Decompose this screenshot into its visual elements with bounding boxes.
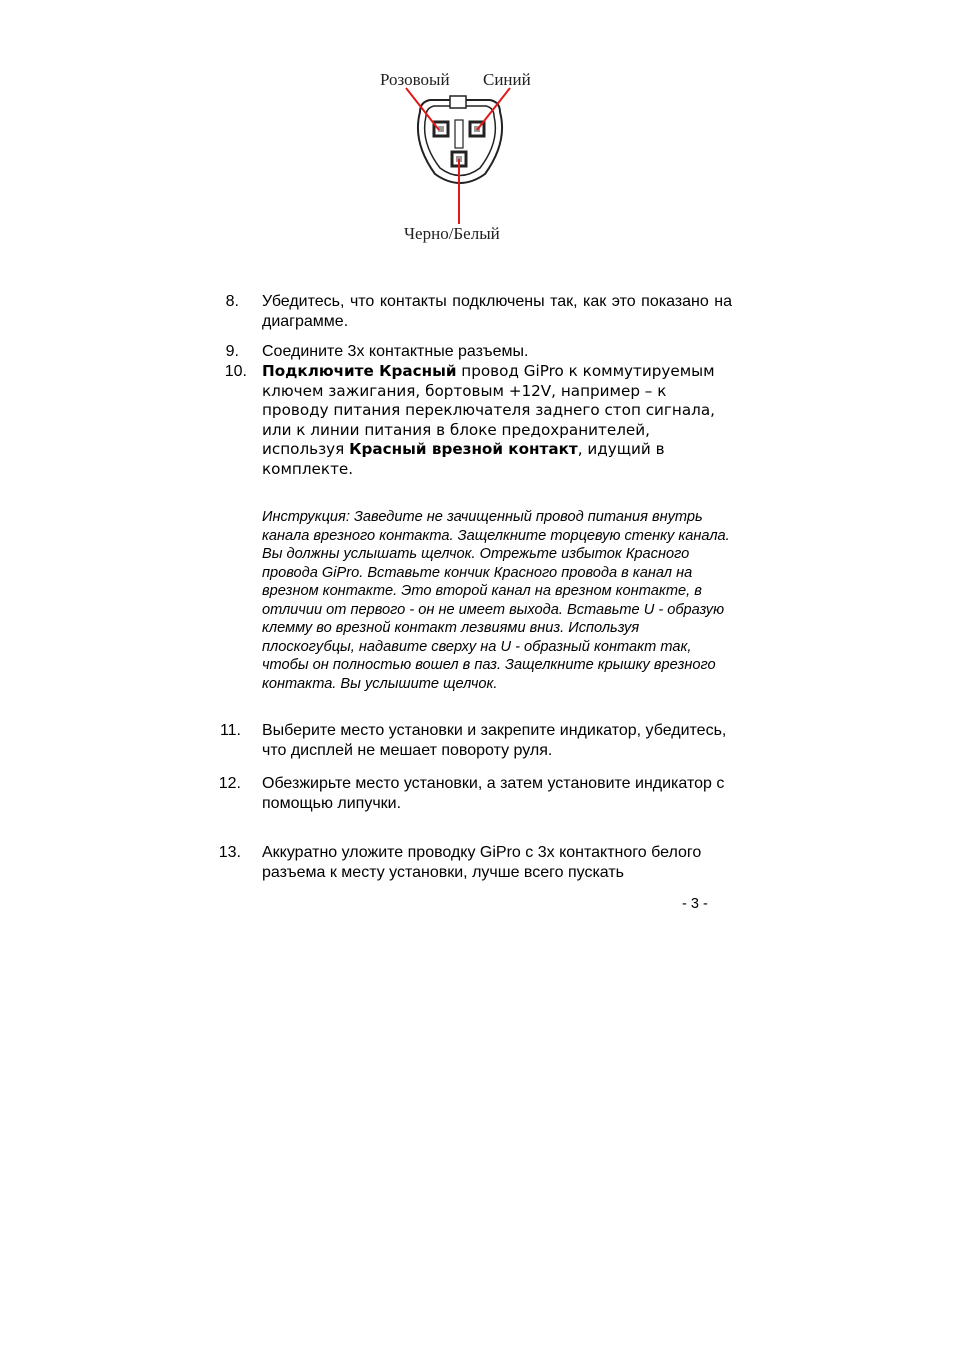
label-blue: Синий	[483, 70, 531, 89]
step-number: 11.	[219, 722, 241, 739]
page-number: - 3 -	[682, 896, 708, 912]
step-text-part2: , идущий в комплекте.	[262, 440, 665, 478]
step-number: 13.	[218, 844, 241, 861]
step-text-part1: провод GiPro к коммутируемым ключем зажигания, бортовым +12V, например – к проводу питания переключателя заднего стоп сигнала, или к линии питания в блоке предохранителей, используя	[262, 362, 715, 458]
bold-connect-red: Подключите Красный	[262, 362, 457, 380]
step-text: Убедитесь, что контакты подключены так, как это показано на диаграмме.	[262, 293, 732, 330]
instruction-note: Инструкция: Заведите не зачищенный провод питания внутрь канала врезного контакта. Защелкните торцевую стенку канала. Вы должны услышать щелчок. Отрежьте избыток Красного провода GiPro. Вставьте кончик Красного провода в канал на врезном контакте. Это второй канал на врезном контакте, в отличии от первого - он не имеет выхода. Вставьте U - образую клемму во врезной контакт лезвиями вниз. Используя плоскогубцы, надавите сверху на U - образный контакт так, чтобы он полностью вошел в паз. Защелкните крышку врезного контакта. Вы услышите щелчок.	[262, 509, 730, 692]
label-black-white: Черно/Белый	[404, 224, 500, 243]
label-pink: Розовоый	[380, 70, 450, 89]
step-number: 12.	[218, 775, 241, 792]
step-number: 10.	[224, 363, 247, 380]
step-text: Обезжирьте место установки, а затем установите индикатор с помощью липучки.	[262, 775, 725, 812]
step-text: Выберите место установки и закрепите индикатор, убедитесь, что дисплей не мешает повороту руля.	[262, 722, 727, 759]
step-text	[262, 362, 737, 479]
step-text: Соедините 3х контактные разъемы.	[262, 343, 529, 360]
step-number: 9.	[225, 343, 239, 360]
step-number: 8.	[225, 293, 239, 310]
step-text: Аккуратно уложите проводку GiPro с 3х контактного белого разъема к месту установки, лучше всего пускать	[262, 844, 702, 881]
connector-diagram	[360, 62, 560, 252]
bold-red-splice: Красный врезной контакт	[349, 440, 578, 458]
